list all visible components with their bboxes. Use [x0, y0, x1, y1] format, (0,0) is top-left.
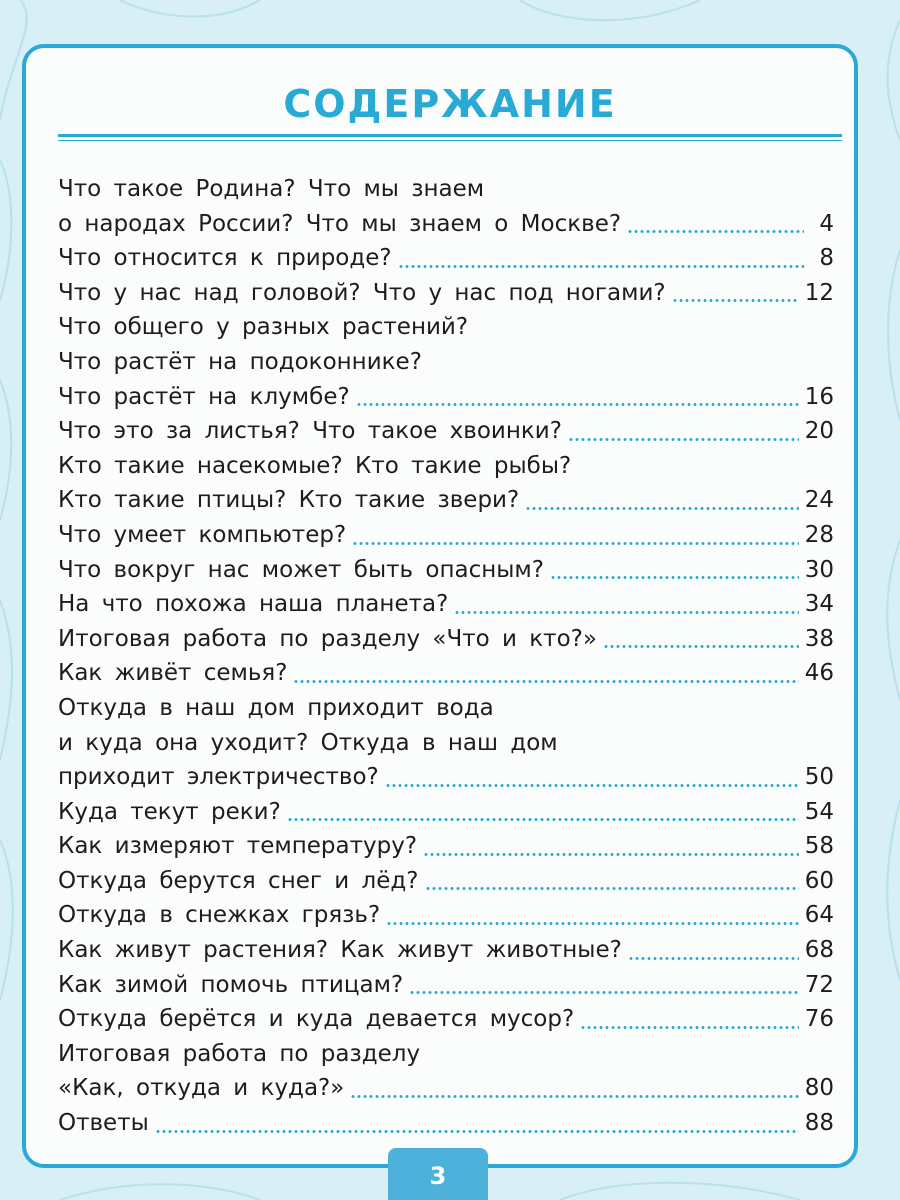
toc-entry-title: На что похожа наша планета?: [58, 591, 449, 618]
toc-entry-title: Куда текут реки?: [58, 798, 281, 825]
dot-leader: [568, 438, 799, 441]
dot-leader: [386, 922, 799, 925]
toc-entry-title: Что общего у разных растений?: [58, 314, 469, 341]
toc-entry-title: Кто такие птицы? Кто такие звери?: [58, 487, 520, 514]
dot-leader: [352, 542, 799, 545]
toc-entry-title: Что это за листья? Что такое хвоинки?: [58, 418, 562, 445]
dot-leader: [356, 403, 799, 406]
toc-entry-title: Итоговая работа по разделу: [58, 1040, 421, 1067]
toc-entry-title: Откуда в снежках грязь?: [58, 902, 381, 929]
dot-leader: [293, 680, 798, 683]
toc-entry-page: 72: [804, 971, 834, 998]
toc-entry[interactable]: [58, 656, 834, 691]
toc-entry[interactable]: [58, 933, 834, 968]
toc-entry-title: Откуда берётся и куда девается мусор?: [58, 1006, 575, 1033]
toc-entry[interactable]: [58, 380, 834, 415]
toc-entry-page: 76: [804, 1006, 834, 1033]
toc-entry-page: 80: [804, 1075, 834, 1102]
toc-entry[interactable]: [58, 760, 834, 795]
dot-leader: [398, 265, 804, 268]
toc-entry[interactable]: [58, 310, 834, 345]
toc-entry[interactable]: [58, 622, 834, 657]
toc-entry-title: Как измеряют температуру?: [58, 833, 418, 860]
toc-entry[interactable]: [58, 553, 834, 588]
title-divider-thin: [58, 140, 842, 141]
toc-entry[interactable]: [58, 1106, 834, 1141]
toc-entry[interactable]: [58, 1002, 834, 1037]
toc-entry-title: Итоговая работа по разделу «Что и кто?»: [58, 625, 597, 652]
toc-entry-page: 68: [804, 937, 834, 964]
toc-entry-page: 20: [804, 418, 834, 445]
dot-leader: [350, 1095, 798, 1098]
toc-entry[interactable]: [58, 241, 834, 276]
table-of-contents: [58, 172, 834, 1141]
toc-entry[interactable]: [58, 207, 834, 242]
toc-entry-page: 28: [804, 521, 834, 548]
toc-entry-title: Кто такие насекомые? Кто такие рыбы?: [58, 452, 572, 479]
dot-leader: [409, 991, 799, 994]
toc-entry-page: 24: [804, 487, 834, 514]
toc-entry[interactable]: [58, 726, 834, 761]
dot-leader: [423, 853, 799, 856]
toc-entry-title: Ответы: [58, 1110, 149, 1137]
toc-entry-page: 16: [804, 383, 834, 410]
toc-entry-title: о народах России? Что мы знаем о Москве?: [58, 210, 622, 237]
toc-entry-page: 38: [804, 625, 834, 652]
toc-entry-page: 64: [804, 902, 834, 929]
toc-entry[interactable]: [58, 587, 834, 622]
toc-entry[interactable]: [58, 172, 834, 207]
toc-entry-page: 54: [804, 798, 834, 825]
toc-entry-page: 8: [819, 245, 834, 272]
dot-leader: [385, 784, 799, 787]
toc-entry-title: Откуда в наш дом приходит вода: [58, 694, 494, 721]
toc-entry-page: 88: [804, 1110, 834, 1137]
toc-entry[interactable]: [58, 691, 834, 726]
toc-entry-title: Как живёт семья?: [58, 660, 288, 687]
toc-entry-title: Как зимой помочь птицам?: [58, 971, 404, 998]
toc-entry-page: 58: [804, 833, 834, 860]
toc-entry-title: Как живут растения? Как живут животные?: [58, 937, 622, 964]
toc-entry-title: и куда она уходит? Откуда в наш дом: [58, 729, 558, 756]
toc-entry[interactable]: [58, 414, 834, 449]
toc-entry-title: Что растёт на подоконнике?: [58, 348, 422, 375]
dot-leader: [550, 576, 799, 579]
toc-entry-title: Что вокруг нас может быть опасным?: [58, 556, 544, 583]
toc-entry[interactable]: [58, 483, 834, 518]
toc-entry-title: Что у нас над головой? Что у нас под ногами?: [58, 279, 666, 306]
dot-leader: [580, 1026, 799, 1029]
toc-entry[interactable]: [58, 449, 834, 484]
toc-entry-page: 30: [804, 556, 834, 583]
toc-entry-title: Что растёт на клумбе?: [58, 383, 350, 410]
toc-entry-title: Что умеет компьютер?: [58, 521, 347, 548]
toc-entry[interactable]: [58, 968, 834, 1003]
page-number: 3: [429, 1162, 447, 1190]
page-title: СОДЕРЖАНИЕ: [283, 82, 617, 126]
toc-entry-title: приходит электричество?: [58, 764, 379, 791]
toc-entry-title: «Как, откуда и куда?»: [58, 1075, 345, 1102]
toc-entry[interactable]: [58, 518, 834, 553]
toc-entry-title: Что такое Родина? Что мы знаем: [58, 176, 485, 202]
dot-leader: [454, 611, 798, 614]
dot-leader: [425, 887, 799, 890]
dot-leader: [627, 230, 804, 233]
toc-entry-page: 4: [819, 210, 834, 237]
toc-entry[interactable]: [58, 276, 834, 311]
title-divider: [58, 134, 842, 137]
dot-leader: [525, 507, 799, 510]
toc-entry-page: 50: [804, 764, 834, 791]
toc-entry[interactable]: [58, 345, 834, 380]
dot-leader: [628, 957, 799, 960]
toc-entry-page: 60: [804, 867, 834, 894]
toc-entry-page: 34: [804, 591, 834, 618]
toc-entry[interactable]: [58, 829, 834, 864]
dot-leader: [155, 1130, 799, 1133]
toc-entry[interactable]: [58, 898, 834, 933]
dot-leader: [287, 818, 799, 821]
dot-leader: [603, 645, 799, 648]
toc-entry[interactable]: [58, 1071, 834, 1106]
toc-entry-page: 12: [804, 279, 834, 306]
toc-entry-title: Что относится к природе?: [58, 245, 392, 272]
toc-entry[interactable]: [58, 795, 834, 830]
toc-entry-title: Откуда берутся снег и лёд?: [58, 867, 419, 894]
dot-leader: [672, 299, 799, 302]
toc-entry-page: 46: [804, 660, 834, 687]
toc-entry[interactable]: [58, 864, 834, 899]
toc-entry[interactable]: [58, 1037, 834, 1072]
